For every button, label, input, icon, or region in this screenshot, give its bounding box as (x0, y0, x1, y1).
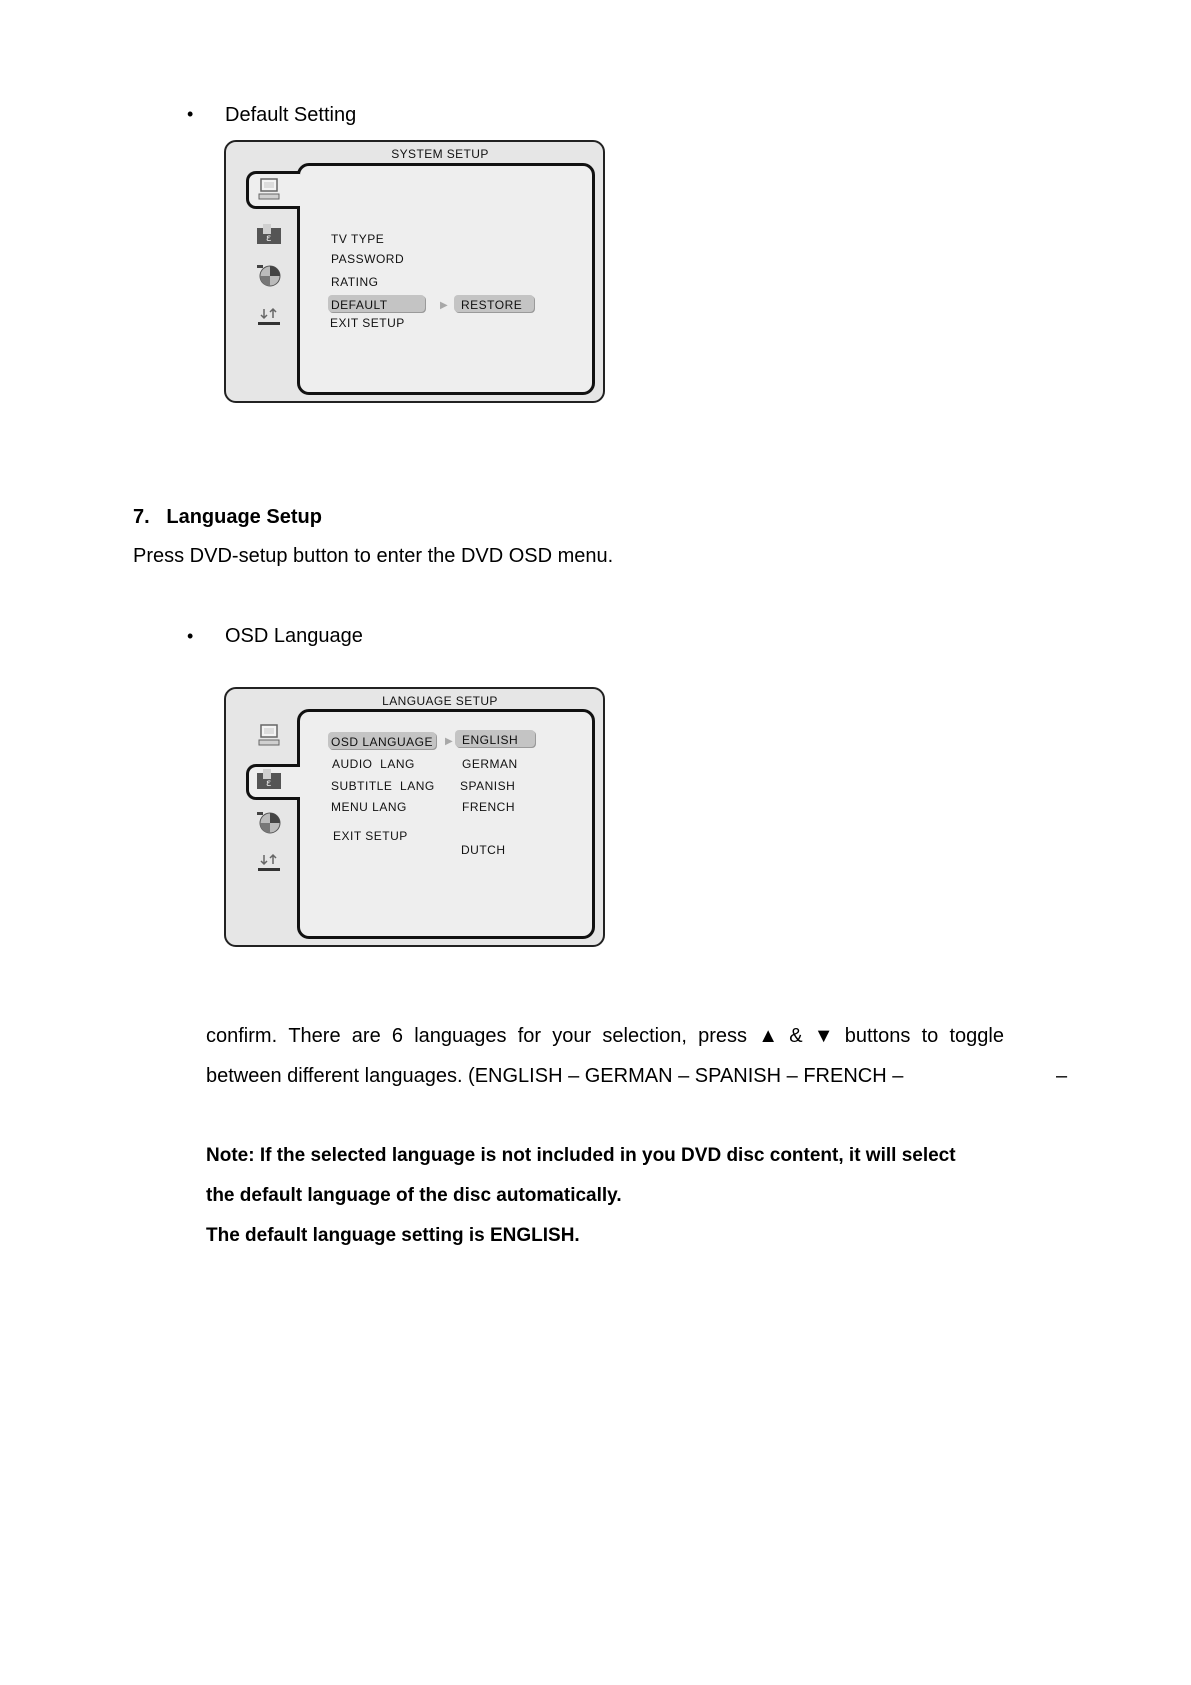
menu-item-subtitle-lang[interactable]: SUBTITLE LANG (331, 779, 435, 793)
body-line-2-tail: – (1056, 1065, 1068, 1087)
audio-setup-icon (255, 810, 283, 834)
svg-text:ε: ε (266, 778, 272, 789)
menu-item-tv-type[interactable]: TV TYPE (331, 232, 385, 246)
osd-title: LANGUAGE SETUP (382, 694, 498, 708)
option-restore[interactable]: RESTORE (461, 298, 523, 312)
menu-item-default[interactable]: DEFAULT (331, 298, 388, 312)
option-dutch[interactable]: DUTCH (461, 843, 506, 857)
menu-item-exit-setup[interactable]: EXIT SETUP (330, 316, 405, 330)
system-setup-icon (255, 723, 283, 747)
word: for (517, 1025, 542, 1047)
arrow-right-icon: ▶ (445, 736, 453, 747)
option-english[interactable]: ENGLISH (462, 733, 519, 747)
word: & (789, 1025, 803, 1047)
language-setup-icon (255, 767, 283, 791)
bullet-default-setting: Default Setting (225, 104, 357, 126)
word: selection, (602, 1025, 687, 1047)
menu-item-osd-language[interactable]: OSD LANGUAGE (331, 735, 434, 749)
digital-setup-icon (255, 306, 283, 330)
bullet-dot: • (187, 104, 194, 124)
digital-setup-icon (255, 852, 283, 876)
option-french[interactable]: FRENCH (462, 800, 515, 814)
body-line-2: between different languages. (ENGLISH – GERMAN – SPANISH – FRENCH – (206, 1065, 904, 1087)
system-setup-icon (255, 177, 283, 201)
menu-item-rating[interactable]: RATING (331, 275, 379, 289)
svg-text:ε: ε (266, 233, 272, 244)
word: toggle (949, 1025, 1004, 1047)
intro-text: Press DVD-setup button to enter the DVD OSD menu. (133, 545, 614, 567)
menu-item-audio-lang[interactable]: AUDIO LANG (332, 757, 415, 771)
option-german[interactable]: GERMAN (462, 757, 518, 771)
word: your (552, 1025, 592, 1047)
word: to (921, 1025, 939, 1047)
word: There (288, 1025, 341, 1047)
up-arrow-symbol: ▲ (758, 1025, 778, 1047)
section-heading: 7. Language Setup (133, 506, 322, 528)
arrow-right-icon: ▶ (440, 300, 448, 311)
note-line-2: the default language of the disc automatically. (206, 1185, 622, 1206)
language-setup-icon (255, 222, 283, 246)
word: press (698, 1025, 747, 1047)
word: languages (414, 1025, 507, 1047)
down-arrow-symbol: ▼ (813, 1025, 834, 1047)
word: are (351, 1025, 381, 1047)
note-line-1: Note: If the selected language is not included in you DVD disc content, it will select (206, 1145, 956, 1166)
audio-setup-icon (255, 263, 283, 287)
option-spanish[interactable]: SPANISH (460, 779, 516, 793)
word: confirm. (206, 1025, 278, 1047)
note-line-3: The default language setting is ENGLISH. (206, 1225, 580, 1246)
menu-item-password[interactable]: PASSWORD (331, 252, 405, 266)
bullet-osd-language: OSD Language (225, 625, 363, 647)
body-line-1 (206, 1025, 1004, 1048)
menu-item-exit-setup[interactable]: EXIT SETUP (333, 829, 408, 843)
menu-item-menu-lang[interactable]: MENU LANG (331, 800, 407, 814)
word: buttons (844, 1025, 911, 1047)
word: 6 (391, 1025, 404, 1047)
osd-title: SYSTEM SETUP (391, 147, 489, 161)
bullet-dot: • (187, 626, 194, 646)
